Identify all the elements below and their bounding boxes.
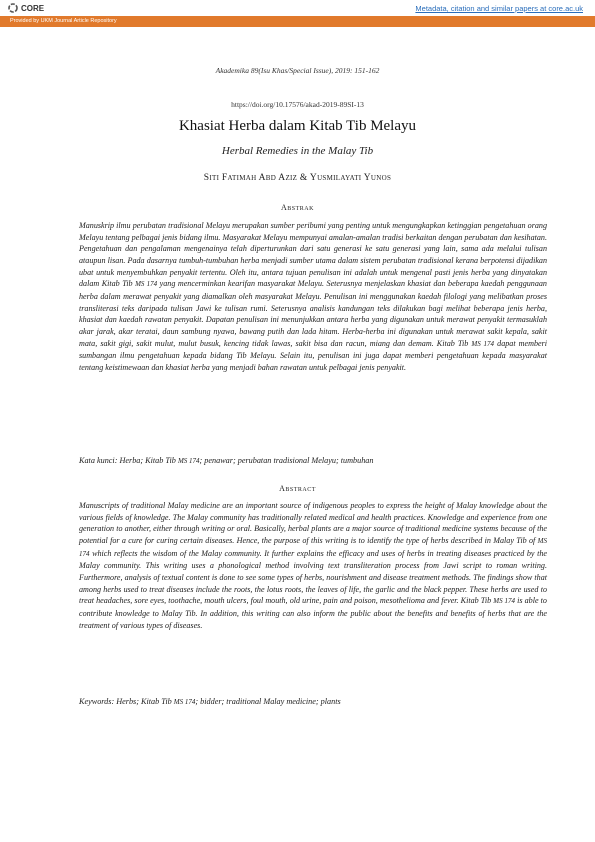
- journal-citation: Akademika 89(Isu Khas/Special Issue), 2019: 151-162: [215, 66, 380, 75]
- abstract-heading: Abstract: [279, 484, 316, 493]
- ms-code: MS 174: [173, 698, 196, 706]
- abstrak-paragraph: [79, 220, 547, 374]
- ms-code: MS 174: [79, 536, 547, 558]
- core-logo[interactable]: [8, 3, 44, 13]
- ms-code: MS 174: [135, 280, 158, 289]
- abstrak-text-3: dapat memberi sumbangan ilmu pengetahuan kepada bidang Tib Melayu. Selain itu, penulisan ini juga dapat memberi pengetahuan kepada masyarakat tentang keistimewaan dan khasiat herba yang menjadi bahan rawatan untuk pelbagai jenis penyakit.: [79, 338, 547, 372]
- core-logo-icon: [8, 3, 18, 13]
- keywords-rest: ; penawar; perubatan tradisional Melayu; tumbuhan: [199, 456, 374, 465]
- abstrak-text-1: Manuskrip ilmu perubatan tradisional Melayu merupakan sumber peribumi yang penting untuk mengungkapkan ketinggian pengetahuan orang Melayu tentang pelbagai jenis bidang ilmu. Masyarakat Melayu mempunyai amalan-amalan tradisi berkaitan dengan perubatan dan kesihatan. Pengetahuan dan pengalaman mengenainya telah diperturunkan dari satu generasi ke satu generasi yang lain, sama ada melalui tulisan ataupun lisan. Pada dasarnya tumbuh-tumbuhan herba menjadi sumber utama dalam sistem perubatan tradisional kerana berpotensi dijadikan ubat untuk menyembuhkan penyakit tertentu. Oleh itu, antara tujuan penulisan ini adalah untuk mengenal pasti jenis herba yang dinyatakan dalam Kitab Tib: [79, 221, 547, 289]
- abstrak-text-2: yang mencerminkan kearifan masyarakat Melayu. Seterusnya menjelaskan khasiat dan beberapa kaedah penggunaan herba dalam merawat penyakit yang diamalkan oleh masyarakat Melayu. Penulisan ini menggunakan kaedah filologi yang melibatkan proses transliterasi teks daripada tulisan Jawi ke tulisan rumi. Seterusnya analisis kandungan teks dilakukan bagi melihat beberapa jenis herba, khasiat dan kaedah rawatan penyakit. Dapatan penulisan ini menunjukkan antara herba yang digunakan untuk merawat penyakit termasuklah akar jarak, akar teratai, daun sambung nyawa, bawang putih dan lada hitam. Herba-herba ini digunakan untuk merawat sakit kepala, sakit mata, sakit gigi, sakit mulut, mulut busuk, kencing tidak lawas, sakit bisa dan racun, miang dan demam. Kitab Tib: [79, 279, 547, 348]
- metadata-link[interactable]: Metadata, citation and similar papers at core.ac.uk: [415, 4, 583, 13]
- core-logo-text: CORE: [21, 3, 45, 13]
- keywords-label: Keywords: Herbs; Kitab Tib: [79, 697, 172, 706]
- abstrak-heading: Abstrak: [281, 203, 314, 212]
- core-header: [0, 0, 595, 16]
- article-title: Khasiat Herba dalam Kitab Tib Melayu: [178, 118, 417, 134]
- provided-by-text[interactable]: Provided by UKM Journal Article Repository: [10, 18, 117, 24]
- kata-kunci: [79, 456, 547, 465]
- keywords-label: Kata kunci: Herba; Kitab Tib: [79, 456, 176, 465]
- ms-code: MS 174: [471, 339, 495, 348]
- article-authors: Siti Fatimah Abd Aziz & Yusmilayati Yunos: [203, 173, 392, 183]
- abstract-text-2: which reflects the wisdom of the Malay community. It further explains the efficacy and uses of herbs in treating diseases practiced by the Malay community. This writing uses a phonological method involving text transliteration process from Jawi script to roman writing. Furthermore, analysis of textual content is done to see some types of herbs, nourishment and disease treatment methods. The findings show that among herbs used to treat diseases include the roots, the lotus roots, the leaves of life, the garlic and the black pepper. These herbs are used to treat headaches, sore eyes, toothache, mouth ulcers, foul mouth, old urine, pain and poison, mesothelioma and fever. Kitab Tib: [79, 548, 547, 606]
- keywords-rest: ; bidder; traditional Malay medicine; plants: [195, 697, 341, 706]
- doi-link[interactable]: https://doi.org/10.17576/akad-2019-89SI-13: [231, 100, 364, 109]
- article-subtitle: Herbal Remedies in the Malay Tib: [221, 145, 374, 157]
- ms-code: MS 174: [177, 457, 200, 465]
- abstract-text-3: is able to contribute knowledge to Malay Tib. In addition, this writing can also inform the public about the benefits and benefits of herbs that are the treatment of various types of diseases.: [79, 596, 547, 630]
- keywords: [79, 697, 547, 706]
- abstract-paragraph: [79, 500, 547, 631]
- abstract-text-1: Manuscripts of traditional Malay medicine are an important source of indigenous peoples to express the height of Malay knowledge about the various fields of knowledge. The Malay community has traditionally related medical and health practices. Knowledge and experience from one generation to another, either through writing or oral. Basically, herbal plants are a major source of traditional medicine systems because of the potential for a cure for curing certain diseases. Hence, the purpose of this writing is to identify the type of herbs described in Malay Tib of: [79, 501, 547, 545]
- ms-code: MS 174: [493, 597, 515, 606]
